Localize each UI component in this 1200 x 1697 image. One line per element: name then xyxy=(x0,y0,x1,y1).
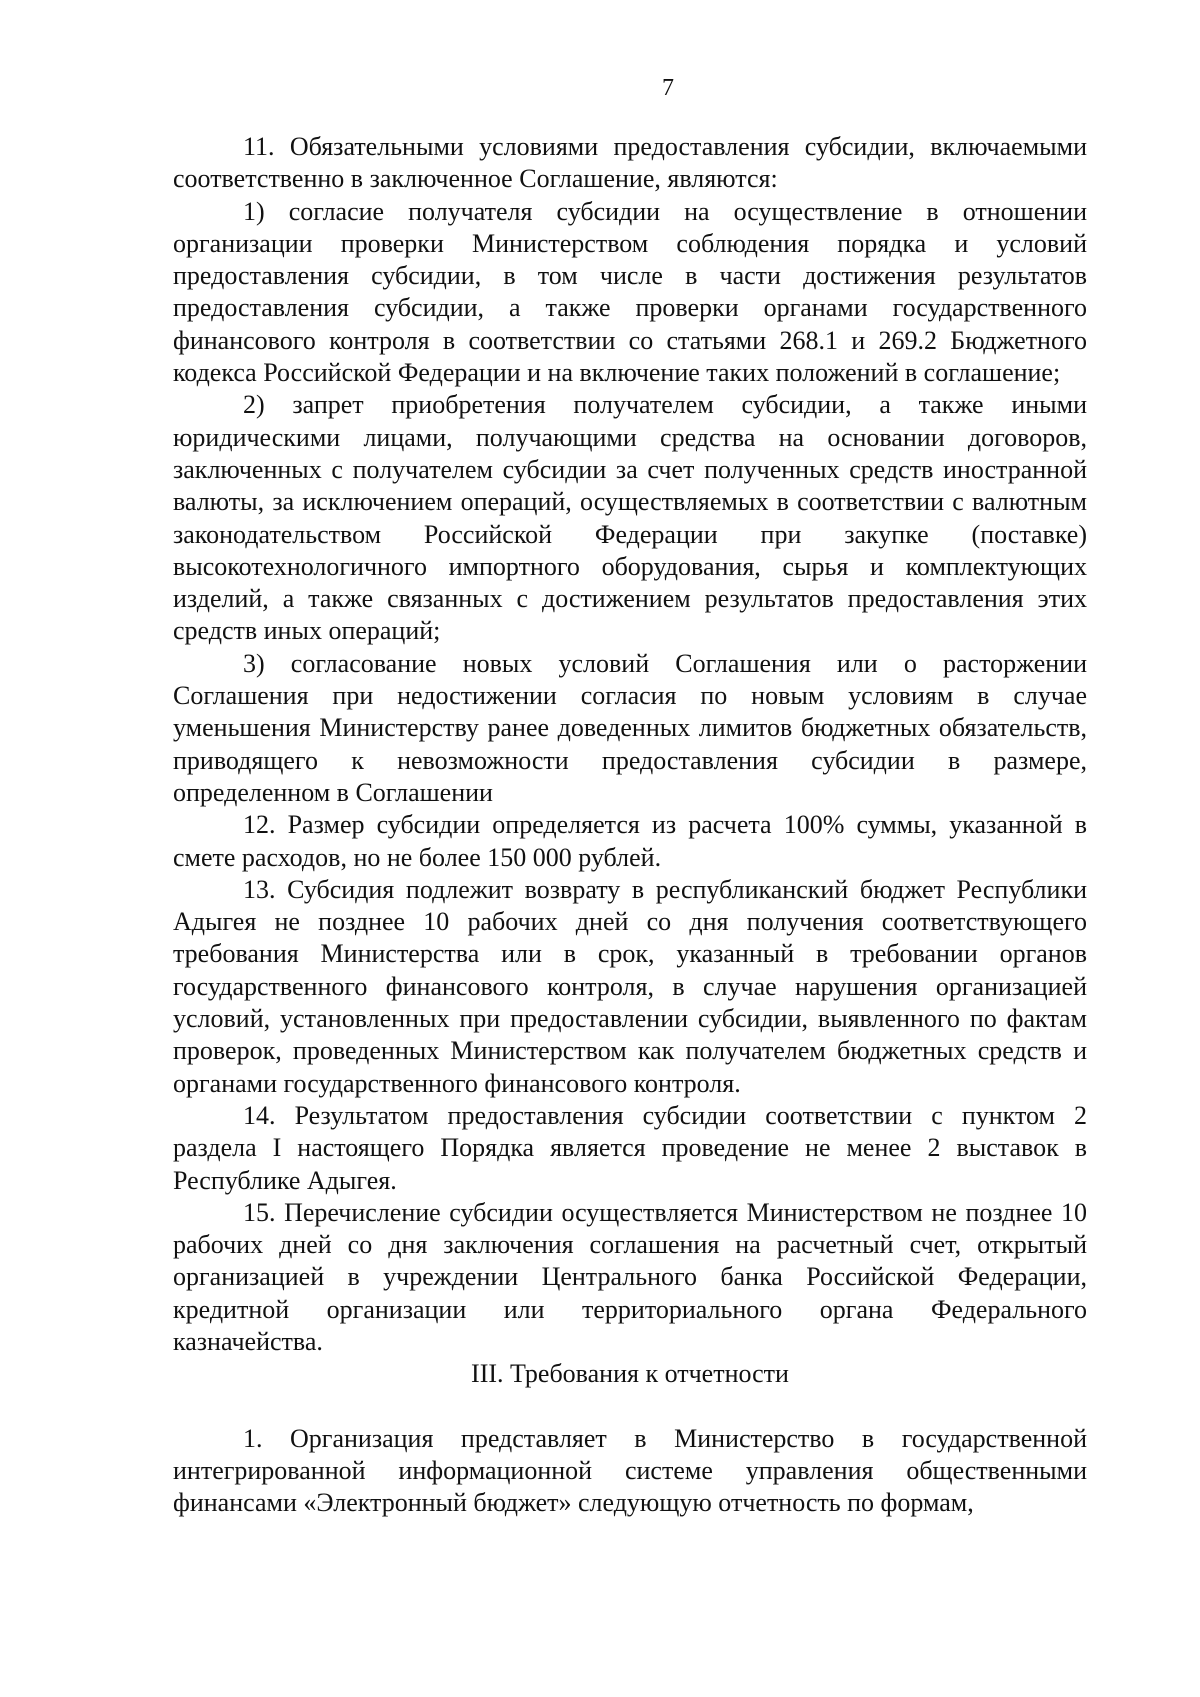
section-heading: III. Требования к отчетности xyxy=(471,1359,789,1389)
paragraph-12: 12. Размер субсидии определяется из расчета 100% суммы, указанной в смете расходов, но не более 150 000 рублей. xyxy=(173,810,1087,872)
document-body xyxy=(173,131,1087,1519)
paragraph-15: 15. Перечисление субсидии осуществляется Министерством не позднее 10 рабочих дней со дня заключения соглашения на расчетный счет, открытый организацией в учреждении Центрального банка Российской Федерации, кредитной организации или территориального органа Федерального казначейства. xyxy=(173,1197,1087,1356)
paragraph-11-item-1: 1) согласие получателя субсидии на осуществление в отношении организации проверки Министерством соблюдения порядка и условий предоставления субсидии, в том числе в части достижения результатов предоставления субсидии, а также проверки органами государственного финансового контроля в соответствии со статьями 268.1 и 269.2 Бюджетного кодекса Российской Федерации и на включение таких положений в соглашение; xyxy=(173,196,1087,388)
paragraph-11-item-2: 2) запрет приобретения получателем субсидии, а также иными юридическими лицами, получающими средства на основании договоров, заключенных с получателем субсидии за счет полученных средств иностранной валюты, за исключением операций, осуществляемых в соответствии с валютным законодательством Российской Федерации при закупке (поставке) высокотехнологичного импортного оборудования, сырья и комплектующих изделий, а также связанных с достижением результатов предоставления этих средств иных операций; xyxy=(173,390,1087,646)
section-3-paragraph-1: 1. Организация представляет в Министерство в государственной интегрированной информационной системе управления общественными финансами «Электронный бюджет» следующую отчетность по формам, xyxy=(173,1423,1087,1518)
paragraph-11-item-3: 3) согласование новых условий Соглашения или о расторжении Соглашения при недостижении согласия по новым условиям в случае уменьшения Министерству ранее доведенных лимитов бюджетных обязательств, приводящего к невозможности предоставления субсидии в размере, определенном в Соглашении xyxy=(173,648,1087,807)
paragraph-14: 14. Результатом предоставления субсидии соответствии с пунктом 2 раздела I настоящего Порядка является проведение не менее 2 выставок в Республике Адыгея. xyxy=(173,1100,1087,1195)
paragraph-11: 11. Обязательными условиями предоставления субсидии, включаемыми соответственно в заключенное Соглашение, являются: xyxy=(173,132,1087,194)
page-number: 7 xyxy=(662,75,674,101)
paragraph-13: 13. Субсидия подлежит возврату в республиканский бюджет Республики Адыгея не позднее 10 рабочих дней со дня получения соответствующего требования Министерства или в срок, указанный в требовании органов государственного финансового контроля, в случае нарушения организацией условий, установленных при предоставлении субсидии, выявленного по фактам проверок, проведенных Министерством как получателем бюджетных средств и органами государственного финансового контроля. xyxy=(173,874,1087,1098)
